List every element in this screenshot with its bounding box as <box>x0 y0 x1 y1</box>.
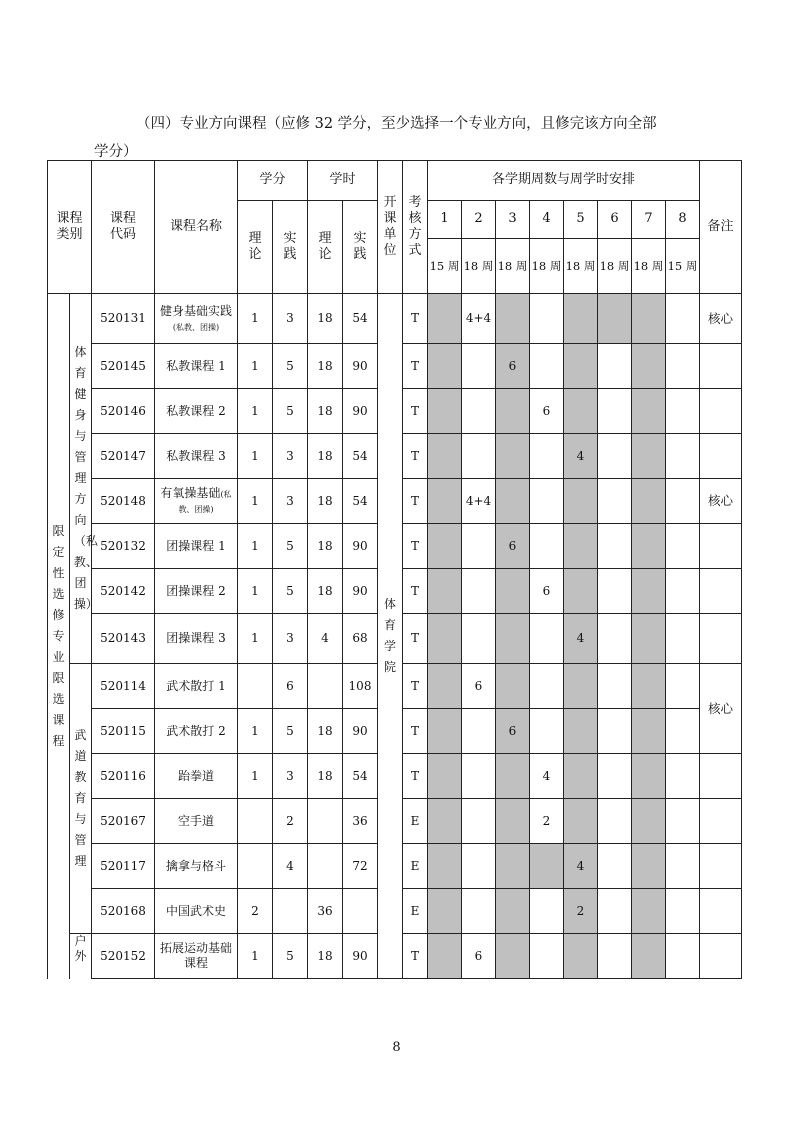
semester-cell: 4 <box>564 614 598 664</box>
course-name: 团操课程 1 <box>155 524 238 569</box>
course-code: 520167 <box>92 799 155 844</box>
hour-theory: 18 <box>308 479 343 524</box>
semester-cell <box>428 524 462 569</box>
hour-practice: 90 <box>343 934 378 979</box>
remark-cell <box>700 889 742 934</box>
exam-type: E <box>403 844 428 889</box>
semester-cell: 2 <box>530 799 564 844</box>
header-name: 课程名称 <box>155 161 238 294</box>
remark-cell <box>700 569 742 614</box>
semester-cell <box>598 344 632 389</box>
remark-cell <box>700 344 742 389</box>
semester-cell <box>462 799 496 844</box>
header-credits: 学分 <box>238 161 308 201</box>
credit-theory <box>238 664 273 709</box>
header-weeks: 18 周 <box>462 239 496 294</box>
semester-cell <box>428 389 462 434</box>
header-dept: 开课单位 <box>378 161 403 294</box>
credit-theory: 2 <box>238 889 273 934</box>
group-martial: 武道教育与管理 <box>70 664 92 934</box>
header-weeks: 15 周 <box>428 239 462 294</box>
hour-theory <box>308 844 343 889</box>
semester-cell <box>666 844 700 889</box>
page-number: 8 <box>392 1040 401 1055</box>
semester-cell <box>632 614 666 664</box>
credit-practice: 5 <box>273 709 308 754</box>
course-code: 520148 <box>92 479 155 524</box>
semester-cell <box>666 344 700 389</box>
semester-cell <box>428 614 462 664</box>
remark-cell <box>700 754 742 799</box>
credit-theory: 1 <box>238 569 273 614</box>
header-semester: 1 <box>428 201 462 239</box>
semester-cell <box>428 709 462 754</box>
semester-cell <box>598 664 632 709</box>
semester-cell <box>496 569 530 614</box>
credit-practice: 6 <box>273 664 308 709</box>
credit-practice: 3 <box>273 754 308 799</box>
course-name: 健身基础实践(私教、团操) <box>155 294 238 344</box>
hour-theory: 18 <box>308 344 343 389</box>
semester-cell <box>496 664 530 709</box>
semester-cell: 4 <box>564 434 598 479</box>
hour-theory: 18 <box>308 934 343 979</box>
exam-type: T <box>403 754 428 799</box>
header-weeks: 18 周 <box>632 239 666 294</box>
course-name: 团操课程 3 <box>155 614 238 664</box>
semester-cell <box>598 524 632 569</box>
semester-cell <box>632 344 666 389</box>
remark-cell <box>700 434 742 479</box>
credit-theory: 1 <box>238 524 273 569</box>
semester-cell <box>428 934 462 979</box>
semester-cell <box>564 294 598 344</box>
course-name: 跆拳道 <box>155 754 238 799</box>
credit-theory: 1 <box>238 344 273 389</box>
course-name: 私教课程 3 <box>155 434 238 479</box>
semester-cell <box>564 934 598 979</box>
dept-cell: 体育学院 <box>378 294 403 979</box>
semester-cell <box>496 889 530 934</box>
credit-practice: 5 <box>273 569 308 614</box>
semester-cell <box>632 664 666 709</box>
header-semester: 2 <box>462 201 496 239</box>
semester-cell <box>564 389 598 434</box>
group-fitness: 体育健身与管理方向（私教、团操） <box>70 294 92 664</box>
remark-cell <box>700 389 742 434</box>
semester-cell <box>428 569 462 614</box>
header-credit-practice: 实践 <box>273 201 308 294</box>
hour-theory: 36 <box>308 889 343 934</box>
semester-cell <box>632 294 666 344</box>
semester-cell <box>462 344 496 389</box>
semester-cell <box>462 709 496 754</box>
semester-cell <box>496 389 530 434</box>
semester-cell <box>496 844 530 889</box>
credit-theory: 1 <box>238 294 273 344</box>
credit-practice: 2 <box>273 799 308 844</box>
semester-cell <box>428 844 462 889</box>
remark-cell <box>700 799 742 844</box>
credit-theory <box>238 844 273 889</box>
semester-cell <box>462 524 496 569</box>
exam-type: T <box>403 389 428 434</box>
semester-cell <box>666 479 700 524</box>
semester-cell <box>598 434 632 479</box>
course-code: 520116 <box>92 754 155 799</box>
semester-cell <box>598 754 632 799</box>
semester-cell <box>530 479 564 524</box>
course-name: 空手道 <box>155 799 238 844</box>
course-name: 中国武术史 <box>155 889 238 934</box>
semester-cell <box>530 889 564 934</box>
semester-cell: 2 <box>564 889 598 934</box>
course-name: 私教课程 2 <box>155 389 238 434</box>
hour-practice: 54 <box>343 434 378 479</box>
credit-theory: 1 <box>238 614 273 664</box>
course-name: 拓展运动基础课程 <box>155 934 238 979</box>
semester-cell <box>530 934 564 979</box>
course-code: 520115 <box>92 709 155 754</box>
header-hours: 学时 <box>308 161 378 201</box>
course-name: 有氧操基础(私教、团操) <box>155 479 238 524</box>
semester-cell <box>496 754 530 799</box>
header-hour-theory: 理论 <box>308 201 343 294</box>
semester-cell <box>632 569 666 614</box>
exam-type: T <box>403 344 428 389</box>
hour-practice: 68 <box>343 614 378 664</box>
credit-theory <box>238 799 273 844</box>
semester-cell <box>666 524 700 569</box>
semester-cell <box>666 614 700 664</box>
semester-cell: 6 <box>496 709 530 754</box>
semester-cell <box>598 934 632 979</box>
header-credit-theory: 理论 <box>238 201 273 294</box>
semester-cell: 4+4 <box>462 294 496 344</box>
hour-theory: 18 <box>308 389 343 434</box>
exam-type: T <box>403 524 428 569</box>
semester-cell <box>632 934 666 979</box>
semester-cell: 4 <box>530 754 564 799</box>
header-semester: 8 <box>666 201 700 239</box>
exam-type: T <box>403 934 428 979</box>
course-name: 私教课程 1 <box>155 344 238 389</box>
header-semester: 7 <box>632 201 666 239</box>
course-name: 武术散打 1 <box>155 664 238 709</box>
hour-practice: 54 <box>343 754 378 799</box>
semester-cell <box>598 799 632 844</box>
credit-practice: 3 <box>273 434 308 479</box>
semester-cell <box>632 479 666 524</box>
header-weeks: 18 周 <box>598 239 632 294</box>
course-code: 520142 <box>92 569 155 614</box>
semester-cell <box>462 844 496 889</box>
semester-cell <box>598 614 632 664</box>
header-weeks: 15 周 <box>666 239 700 294</box>
semester-cell <box>598 389 632 434</box>
section-heading-line1: （四）专业方向课程（应修 32 学分，至少选择一个专业方向，且修完该方向全部 <box>136 116 657 132</box>
credit-practice: 3 <box>273 614 308 664</box>
hour-theory: 18 <box>308 294 343 344</box>
header-semester: 4 <box>530 201 564 239</box>
course-code: 520152 <box>92 934 155 979</box>
semester-cell <box>530 434 564 479</box>
semester-cell <box>496 434 530 479</box>
semester-cell <box>496 934 530 979</box>
semester-cell <box>564 524 598 569</box>
header-weeks: 18 周 <box>530 239 564 294</box>
header-remark: 备注 <box>700 161 742 294</box>
semester-cell <box>428 479 462 524</box>
course-code: 520131 <box>92 294 155 344</box>
course-code: 520117 <box>92 844 155 889</box>
semester-cell <box>462 754 496 799</box>
hour-practice: 72 <box>343 844 378 889</box>
course-code: 520132 <box>92 524 155 569</box>
semester-cell <box>632 799 666 844</box>
header-weeks: 18 周 <box>564 239 598 294</box>
credit-practice: 5 <box>273 934 308 979</box>
semester-cell <box>462 614 496 664</box>
remark-cell <box>700 934 742 979</box>
semester-cell <box>496 294 530 344</box>
header-schedule: 各学期周数与周学时安排 <box>428 161 700 201</box>
semester-cell <box>530 344 564 389</box>
hour-practice: 54 <box>343 479 378 524</box>
hour-theory <box>308 664 343 709</box>
semester-cell <box>598 709 632 754</box>
credit-practice: 5 <box>273 524 308 569</box>
credit-theory: 1 <box>238 479 273 524</box>
semester-cell <box>462 434 496 479</box>
exam-type: T <box>403 294 428 344</box>
credit-practice: 3 <box>273 479 308 524</box>
credit-theory: 1 <box>238 934 273 979</box>
exam-type: T <box>403 664 428 709</box>
semester-cell <box>666 294 700 344</box>
credit-theory: 1 <box>238 434 273 479</box>
semester-cell <box>666 569 700 614</box>
semester-cell: 4 <box>564 844 598 889</box>
semester-cell <box>598 889 632 934</box>
semester-cell <box>428 664 462 709</box>
hour-theory <box>308 799 343 844</box>
semester-cell <box>632 709 666 754</box>
semester-cell <box>632 524 666 569</box>
exam-type: T <box>403 709 428 754</box>
course-code: 520146 <box>92 389 155 434</box>
header-semester: 6 <box>598 201 632 239</box>
credit-practice <box>273 889 308 934</box>
semester-cell <box>666 754 700 799</box>
hour-theory: 18 <box>308 434 343 479</box>
hour-practice: 36 <box>343 799 378 844</box>
table-row <box>48 294 742 344</box>
semester-cell <box>564 479 598 524</box>
remark-cell: 核心 <box>700 294 742 344</box>
hour-practice: 90 <box>343 389 378 434</box>
semester-cell <box>530 664 564 709</box>
semester-cell <box>564 569 598 614</box>
semester-cell <box>598 569 632 614</box>
semester-cell <box>666 664 700 709</box>
remark-cell <box>700 524 742 569</box>
semester-cell <box>666 889 700 934</box>
semester-cell <box>428 434 462 479</box>
semester-cell <box>666 389 700 434</box>
hour-practice: 54 <box>343 294 378 344</box>
header-hour-practice: 实践 <box>343 201 378 294</box>
hour-practice: 108 <box>343 664 378 709</box>
header-code: 课程代码 <box>92 161 155 294</box>
semester-cell: 6 <box>530 569 564 614</box>
credit-theory: 1 <box>238 389 273 434</box>
exam-type: T <box>403 569 428 614</box>
hour-practice: 90 <box>343 524 378 569</box>
semester-cell <box>564 344 598 389</box>
semester-cell <box>530 844 564 889</box>
category-cell: 限定性选修专业限选课程 <box>48 294 70 979</box>
semester-cell <box>632 889 666 934</box>
semester-cell: 4+4 <box>462 479 496 524</box>
semester-cell: 6 <box>462 664 496 709</box>
exam-type: T <box>403 614 428 664</box>
semester-cell <box>666 934 700 979</box>
header-semester: 5 <box>564 201 598 239</box>
semester-cell <box>462 569 496 614</box>
remark-cell <box>700 614 742 664</box>
hour-theory: 18 <box>308 524 343 569</box>
semester-cell <box>530 709 564 754</box>
semester-cell <box>632 844 666 889</box>
credit-practice: 5 <box>273 389 308 434</box>
semester-cell <box>598 479 632 524</box>
exam-type: T <box>403 479 428 524</box>
semester-cell <box>496 479 530 524</box>
semester-cell <box>496 614 530 664</box>
course-name-note: (私教、团操) <box>178 490 232 514</box>
hour-theory: 18 <box>308 754 343 799</box>
semester-cell <box>428 754 462 799</box>
semester-cell <box>530 614 564 664</box>
hour-practice: 90 <box>343 569 378 614</box>
course-code: 520114 <box>92 664 155 709</box>
remark-cell <box>700 844 742 889</box>
course-name: 武术散打 2 <box>155 709 238 754</box>
semester-cell <box>564 664 598 709</box>
exam-type: T <box>403 434 428 479</box>
header-exam: 考核方式 <box>403 161 428 294</box>
header-semester: 3 <box>496 201 530 239</box>
credit-practice: 5 <box>273 344 308 389</box>
header-category: 课程类别 <box>48 161 92 294</box>
exam-type: E <box>403 889 428 934</box>
semester-cell: 6 <box>496 524 530 569</box>
semester-cell <box>530 294 564 344</box>
credit-theory: 1 <box>238 709 273 754</box>
course-table <box>47 160 742 979</box>
hour-practice: 90 <box>343 709 378 754</box>
credit-practice: 3 <box>273 294 308 344</box>
semester-cell <box>666 799 700 844</box>
course-name-note: (私教、团操) <box>172 322 220 332</box>
semester-cell <box>598 844 632 889</box>
semester-cell <box>428 799 462 844</box>
semester-cell: 6 <box>462 934 496 979</box>
semester-cell <box>462 889 496 934</box>
remark-cell: 核心 <box>700 664 742 754</box>
semester-cell <box>632 754 666 799</box>
credit-practice: 4 <box>273 844 308 889</box>
semester-cell <box>598 294 632 344</box>
semester-cell <box>564 709 598 754</box>
semester-cell <box>428 294 462 344</box>
course-name: 团操课程 2 <box>155 569 238 614</box>
semester-cell <box>632 389 666 434</box>
semester-cell <box>428 344 462 389</box>
credit-theory: 1 <box>238 754 273 799</box>
course-code: 520143 <box>92 614 155 664</box>
semester-cell <box>530 524 564 569</box>
remark-cell: 核心 <box>700 479 742 524</box>
hour-theory: 18 <box>308 709 343 754</box>
exam-type: E <box>403 799 428 844</box>
semester-cell <box>496 799 530 844</box>
hour-theory: 18 <box>308 569 343 614</box>
semester-cell <box>632 434 666 479</box>
course-code: 520147 <box>92 434 155 479</box>
hour-practice <box>343 889 378 934</box>
semester-cell <box>564 799 598 844</box>
course-code: 520168 <box>92 889 155 934</box>
semester-cell <box>564 754 598 799</box>
semester-cell: 6 <box>496 344 530 389</box>
course-name: 擒拿与格斗 <box>155 844 238 889</box>
semester-cell: 6 <box>530 389 564 434</box>
semester-cell <box>428 889 462 934</box>
semester-cell <box>666 709 700 754</box>
semester-cell <box>462 389 496 434</box>
course-code: 520145 <box>92 344 155 389</box>
section-heading-line2: 学分） <box>94 144 138 160</box>
section-heading <box>94 110 734 166</box>
group-outdoor: 户外 <box>70 934 92 979</box>
semester-cell <box>666 434 700 479</box>
hour-theory: 4 <box>308 614 343 664</box>
hour-practice: 90 <box>343 344 378 389</box>
header-weeks: 18 周 <box>496 239 530 294</box>
